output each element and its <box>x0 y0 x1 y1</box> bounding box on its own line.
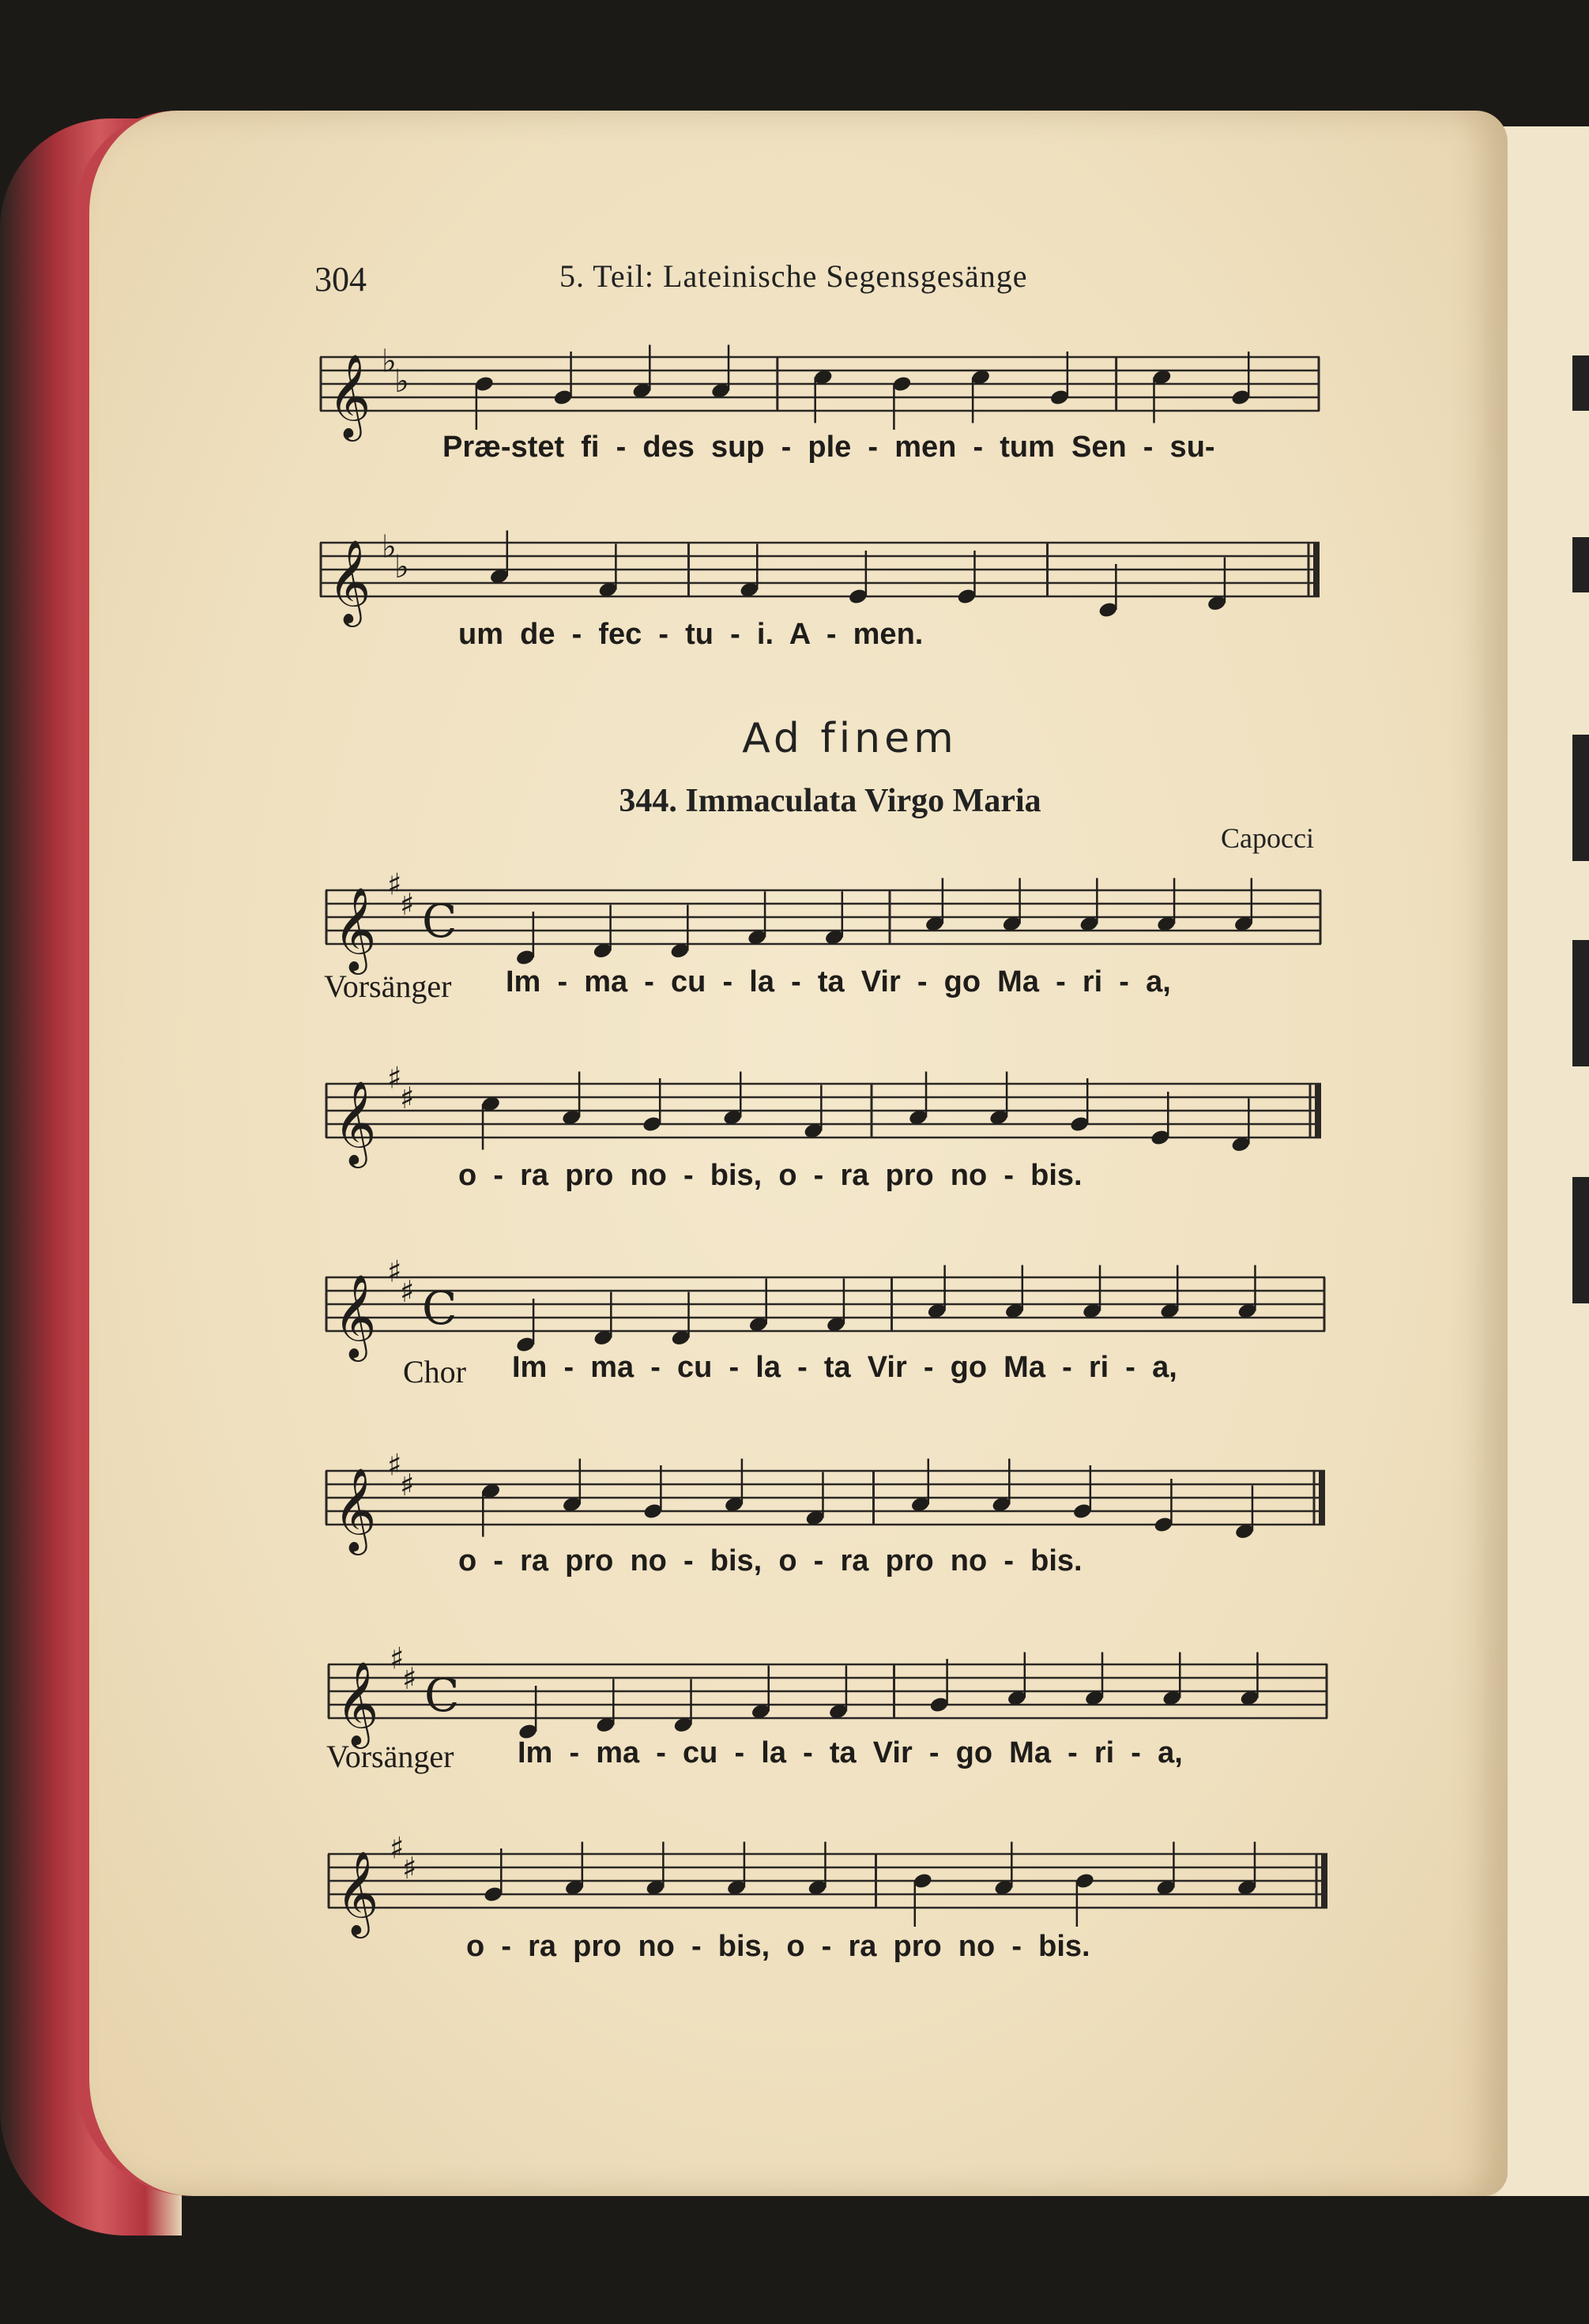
music-staff-1 <box>320 340 1320 438</box>
treble-clef-icon: 𝄞 <box>333 1080 377 1164</box>
treble-clef-icon: 𝄞 <box>333 886 377 971</box>
music-staff-8 <box>328 1830 1327 1935</box>
music-staff-4 <box>326 1060 1321 1164</box>
voice-label-vorsaenger-2: Vorsänger <box>326 1739 454 1774</box>
music-staff-3 <box>326 867 1321 971</box>
sharp-icon: ♯ <box>402 1661 417 1696</box>
composer-name: Capocci <box>1221 822 1314 854</box>
treble-clef-icon: 𝄞 <box>333 1273 377 1358</box>
voice-label-vorsaenger-1: Vorsänger <box>324 968 452 1004</box>
common-time-icon: C <box>424 1668 460 1722</box>
sharp-icon: ♯ <box>390 1641 405 1676</box>
lyric-line-1: Præ-stet fi - des sup - ple - men - tum Sen - su- <box>442 431 1215 464</box>
flat-icon: ♭ <box>382 528 397 566</box>
music-staff-2 <box>320 525 1320 623</box>
sharp-icon: ♯ <box>387 1060 402 1096</box>
treble-clef-icon: 𝄞 <box>328 353 371 438</box>
lyric-line-5: Im - ma - cu - la - ta Vir - go Ma - ri - a, <box>512 1351 1177 1384</box>
sharp-icon: ♯ <box>387 1447 402 1483</box>
lyric-line-8: o - ra pro no - bis, o - ra pro no - bis. <box>466 1930 1090 1963</box>
sharp-icon: ♯ <box>400 1274 415 1309</box>
section-title: Ad finem <box>742 715 958 762</box>
common-time-icon: C <box>422 1281 457 1335</box>
flat-icon: ♭ <box>382 343 397 380</box>
common-time-icon: C <box>422 894 457 948</box>
music-staff-5 <box>326 1254 1325 1358</box>
sharp-icon: ♯ <box>387 1254 402 1289</box>
sharp-icon: ♯ <box>400 1468 415 1502</box>
sharp-icon: ♯ <box>387 867 402 902</box>
sharp-icon: ♯ <box>390 1830 405 1866</box>
sharp-icon: ♯ <box>400 887 415 922</box>
lyric-line-7: Im - ma - cu - la - ta Vir - go Ma - ri - a, <box>518 1736 1183 1769</box>
lyric-line-3: Im - ma - cu - la - ta Vir - go Ma - ri - a, <box>506 965 1171 998</box>
song-title: 344. Immaculata Virgo Maria <box>619 783 1041 819</box>
music-staff-6 <box>326 1447 1325 1551</box>
music-staff-7 <box>328 1641 1327 1745</box>
treble-clef-icon: 𝄞 <box>328 539 371 623</box>
flat-icon: ♭ <box>394 549 409 585</box>
sharp-icon: ♯ <box>402 1851 417 1886</box>
page-number: 304 <box>314 260 367 299</box>
treble-clef-icon: 𝄞 <box>336 1660 379 1745</box>
lyric-line-2: um de - fec - tu - i. A - men. <box>458 618 924 651</box>
treble-clef-icon: 𝄞 <box>336 1850 379 1935</box>
voice-label-chor: Chor <box>403 1354 466 1390</box>
flat-icon: ♭ <box>394 363 409 400</box>
lyric-line-6: o - ra pro no - bis, o - ra pro no - bis. <box>458 1544 1083 1578</box>
treble-clef-icon: 𝄞 <box>333 1467 377 1551</box>
lyric-line-4: o - ra pro no - bis, o - ra pro no - bis. <box>458 1159 1083 1192</box>
sharp-icon: ♯ <box>400 1081 415 1115</box>
running-title: 5. Teil: Lateinische Segensgesänge <box>559 258 1028 294</box>
